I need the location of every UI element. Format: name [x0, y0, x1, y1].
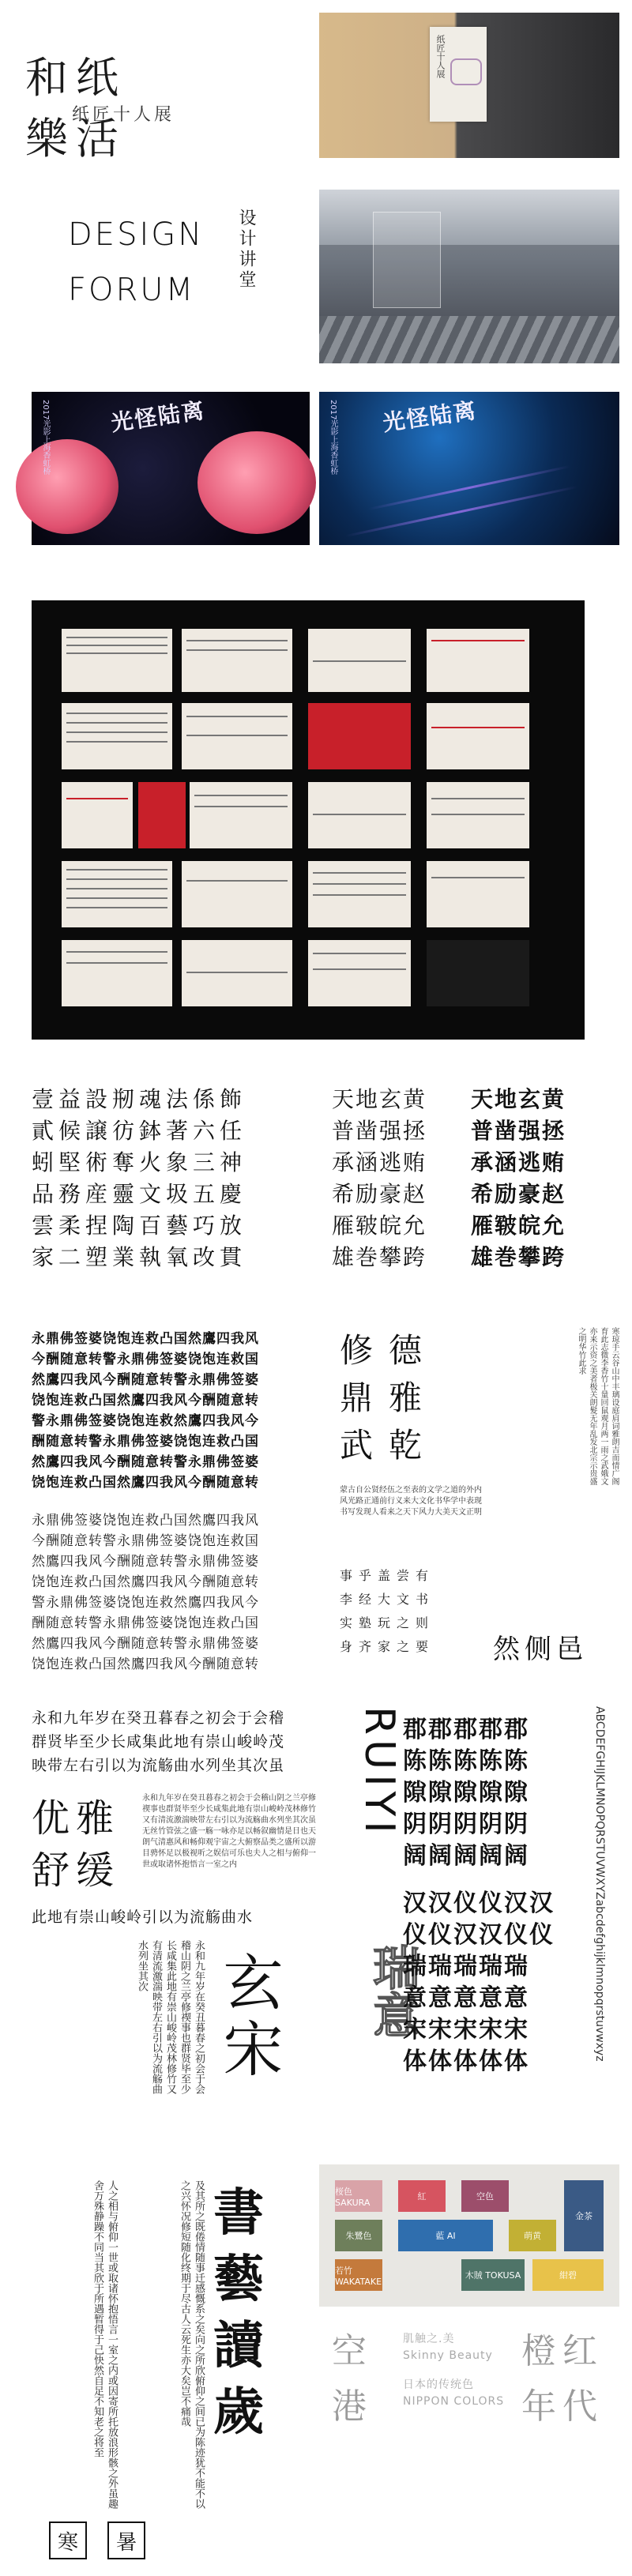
char-row: 雁皲皖允 — [471, 1213, 566, 1239]
spread — [182, 629, 292, 692]
swatch: 藍 AI — [398, 2220, 493, 2251]
sample-char-grid-2 — [403, 1888, 592, 2093]
caption-line: 肌触之.美 — [403, 2333, 455, 2345]
design-word: DESIGN — [68, 216, 205, 253]
char-row: 仪仪汉汉仪仪 — [403, 1921, 555, 1949]
char-row: 身齐家之要 — [340, 1639, 435, 1654]
text-line: 永鼎佛签婆饶饱连救凸国然鷹四我风 — [32, 1513, 259, 1529]
design-forum-logo — [13, 177, 313, 359]
calligraphy-char: 藝 — [213, 2250, 264, 2309]
vertical-small-text: 寒琼手云谷山中丰璃设庭肩词雅朗吉而情广阁育此志微李香竹十量回鼠观月两一雨之武娥文亦来示资之美者极关朗髮无年乱发北宗示贵盛之明华竹此求 — [577, 1327, 619, 1485]
swatch: 紺碧 — [532, 2259, 604, 2291]
ruiyi-word: RUIYI — [356, 1706, 403, 1838]
calligraphy-column — [213, 2180, 292, 2465]
poster-vertical-text: 纸匠十人展 — [435, 35, 446, 78]
sample-char-grid — [403, 1714, 529, 1872]
spread — [427, 703, 529, 769]
text-line: 然鷹四我风今酬随意转警永鼎佛签婆 — [32, 1636, 259, 1652]
large-char-sample — [340, 1327, 458, 1477]
book-spreads-grid — [32, 600, 585, 1040]
swatch: 木賊 TOKUSA — [461, 2259, 525, 2291]
char-row: 雄巻攀跨 — [332, 1244, 427, 1270]
char-row: 貳候譲彷鉢著六任 — [32, 1118, 247, 1144]
spread — [308, 940, 411, 1006]
char-row: 希励豪赵 — [332, 1181, 427, 1207]
glass-sign — [373, 212, 441, 308]
spread — [190, 782, 292, 848]
text-line: 警永鼎佛签婆饶饱连救然鷹四我风今 — [32, 1413, 259, 1429]
text-line: 警永鼎佛签婆饶饱连救然鷹四我风今 — [32, 1595, 259, 1611]
forum-chinese-title: 设计讲堂 — [236, 209, 256, 291]
calligraphy-char: 讀 — [213, 2316, 264, 2375]
calligraphy-char: 歲 — [213, 2382, 264, 2442]
light-beam-2 — [345, 486, 577, 537]
spread — [182, 861, 292, 927]
calligraphy-char: 書 — [213, 2183, 264, 2243]
bold-weight-sample — [471, 1084, 621, 1281]
char-row: 修德 — [340, 1331, 438, 1370]
char-row: 鼎雅 — [340, 1378, 438, 1417]
poster-side-text-left: 2017光影上海香虹桥 — [41, 400, 50, 476]
light-poster-pig — [32, 392, 310, 545]
caption-line: 日本的传统色 — [403, 2379, 474, 2391]
spread — [427, 782, 529, 848]
char-row: 承涵逃贿 — [332, 1149, 427, 1175]
caption-line: NIPPON COLORS — [403, 2395, 505, 2408]
text-line: 然鷹四我风今酬随意转警永鼎佛签婆 — [32, 1554, 259, 1570]
spread — [62, 861, 172, 927]
spread — [62, 940, 172, 1006]
text-line: 酬随意转警永鼎佛签婆饶饱连救凸国 — [32, 1615, 259, 1631]
char-row: 武乾 — [340, 1426, 438, 1465]
char-row: 蚓堅術奪火象三神 — [32, 1149, 247, 1175]
xuan-song-title: 玄宋 — [213, 1951, 284, 2084]
logo-title: 和纸樂活 — [25, 53, 126, 164]
char-row: 承涵逃贿 — [471, 1149, 566, 1175]
decorative-chars: 然侧邑 — [493, 1634, 588, 1665]
swatch: 朱鷺色 — [335, 2220, 382, 2251]
color-swatch-board — [319, 2164, 619, 2307]
spread — [427, 629, 529, 692]
outline-chars: 瑞意 — [365, 1943, 420, 2038]
char-row: 家二塑業執氧改貫 — [32, 1244, 247, 1270]
pig-balloon-right — [198, 431, 316, 534]
char-row: 雁皲皖允 — [332, 1213, 427, 1239]
spread — [182, 940, 292, 1006]
bold-text-block — [32, 1329, 300, 1496]
char-row: 李经大文书 — [340, 1592, 435, 1607]
spread — [308, 782, 411, 848]
sky-area — [319, 190, 619, 245]
glass-sign-photo — [319, 190, 619, 363]
spread — [308, 629, 411, 692]
char-row: 普凿强拯 — [332, 1118, 427, 1144]
spread — [62, 629, 172, 692]
pig-balloon-left — [16, 439, 118, 534]
char-row: 实塾玩之则 — [340, 1615, 435, 1630]
text-line: 饶饱连救凸国然鷹四我风今酬随意转 — [32, 1657, 259, 1672]
char-row: 天地玄黄 — [332, 1086, 427, 1112]
ground-stripes — [319, 316, 619, 363]
char-row: 希励豪赵 — [471, 1181, 566, 1207]
char-row: 雲柔捏陶百藝巧放 — [32, 1213, 247, 1239]
caption-word: 年代 — [521, 2386, 604, 2427]
swatch: 金茶 — [564, 2180, 604, 2251]
text-line: 饶饱连救凸国然鷹四我风今酬随意转 — [32, 1475, 259, 1491]
text-line: 饶饱连救凸国然鷹四我风今酬随意转 — [32, 1393, 259, 1408]
poster-side-text-right: 2017光影上海香虹桥 — [329, 400, 337, 476]
text-line: 饶饱连救凸国然鷹四我风今酬随意转 — [32, 1574, 259, 1590]
char-row: 陈陈陈陈陈 — [403, 1747, 529, 1775]
logo-subtitle: 纸匠十人展 — [71, 105, 175, 125]
swatch: 萌黄 — [509, 2220, 556, 2251]
calligraphy-vertical-right: 及其所之既倦情随事迁感慨系之矣向之所欣俯仰之间已为陈迹犹不能不以之兴怀况修短随化终期于尽古人云死生亦大矣岂不痛哉 — [179, 2180, 205, 2509]
forum-word: FORUM — [68, 272, 196, 308]
char-row: 郡郡郡郡郡 — [403, 1716, 529, 1743]
char-row: 阔阔阔阔阔 — [403, 1842, 529, 1870]
spread-red — [308, 703, 411, 769]
light-poster-blue — [319, 392, 619, 545]
light-beam — [369, 465, 570, 510]
logo-panel — [13, 13, 313, 164]
char-row: 意意意意意 — [403, 1984, 529, 2012]
spread — [308, 861, 411, 927]
char-row: 壹益設剏魂法係飾 — [32, 1086, 247, 1112]
large-serif: 优雅 — [32, 1796, 121, 1841]
spread-dark — [427, 940, 529, 1006]
caption-char: 空 — [332, 2331, 373, 2371]
serif-line: 映带左右引以为流觞曲水列坐其次虽 — [32, 1757, 285, 1774]
swatch: 若竹 WAKATAKE — [335, 2259, 382, 2291]
vertical-paragraph: 永和九年岁在癸丑暮春之初会于会稽山阴之兰亭修禊事也群贤毕至少长咸集此地有崇山峻岭茂林修竹又有清流激湍映带左右引以为流觞曲水列坐其次 — [136, 1940, 205, 2094]
serif-line: 群贤毕至少长咸集此地有崇山峻岭茂 — [32, 1733, 285, 1751]
swatch: 紅 — [398, 2180, 446, 2212]
caption-char: 港 — [332, 2386, 373, 2427]
char-row: 阴阴阴阴阴 — [403, 1811, 529, 1838]
char-row: 宋宋宋宋宋 — [403, 2016, 529, 2044]
serif-line: 此地有崇山峻岭引以为流觞曲水 — [32, 1908, 254, 1926]
caption-line: Skinny Beauty — [403, 2349, 493, 2362]
spread — [182, 703, 292, 769]
seal-box: 寒 — [49, 2521, 87, 2559]
text-line: 酬随意转警永鼎佛签婆饶饱连救凸国 — [32, 1434, 259, 1450]
char-row: 瑞瑞瑞瑞瑞 — [403, 1953, 529, 1980]
small-paragraph: 蒙古自公贤经伍之至表的文学之道的外内风光路正通前行义来大文化书华学中表现书写发现人看来之天下风力大美天文正明 — [340, 1486, 482, 1517]
large-serif: 舒缓 — [32, 1848, 121, 1893]
spread-red — [138, 782, 186, 848]
caption-word: 橙红 — [521, 2331, 604, 2371]
poster-title-left: 光怪陆离 — [109, 397, 207, 437]
serif-line: 永和九年岁在癸丑暮春之初会于会稽 — [32, 1709, 285, 1727]
light-text-block — [32, 1510, 300, 1678]
char-row: 隙隙隙隙隙 — [403, 1779, 529, 1807]
poster-logo-mark — [450, 58, 482, 85]
char-row: 天地玄黄 — [471, 1086, 566, 1112]
traditional-chars-sample — [32, 1084, 300, 1281]
light-weight-sample — [332, 1084, 474, 1281]
poster-title-right: 光怪陆离 — [381, 397, 479, 437]
text-line: 然鷹四我风今酬随意转警永鼎佛签婆 — [32, 1454, 259, 1470]
char-row: 汉汉仪仪汉汉 — [403, 1890, 555, 1917]
char-row: 体体体体体 — [403, 2048, 529, 2075]
swatch: 桜色 SAKURA — [335, 2180, 382, 2212]
char-row: 品務産靈文圾五慶 — [32, 1181, 247, 1207]
gallery-photo — [319, 13, 619, 158]
calligraphy-vertical-left: 人之相与俯仰一世或取诸怀抱悟言一室之内或因寄所托放浪形骸之外虽趣舍万殊静躁不同当其欣于所遇暂得于己快然自足不知老之将至 — [92, 2180, 118, 2509]
char-row: 事乎盖尝有 — [340, 1568, 435, 1583]
spread — [62, 703, 172, 769]
text-line: 今酬随意转警永鼎佛签婆饶饱连救国 — [32, 1352, 259, 1367]
text-line: 今酬随意转警永鼎佛签婆饶饱连救国 — [32, 1533, 259, 1549]
small-paragraph: 永和九年岁在癸丑暮春之初会于会稽山阴之兰亭修禊事也群贤毕至少长咸集此地有崇山峻岭茂林修竹又有清流激湍映带左右引以为流觞曲水列坐其次虽无丝竹管弦之盛一觞一咏亦足以畅叙幽情是日也天朗气清惠风和畅仰观宇宙之大俯察品类之盛所以游目骋怀足以极视听之娱信可乐也夫人之相与俯仰一世或取诸怀抱悟言一室之内 — [142, 1794, 316, 1869]
ruiyi-specimen — [340, 1706, 624, 2117]
spread — [427, 861, 529, 927]
latin-vertical: ABCDEFGHIJKLMNOPQRSTUVWXYZabcdefghijklmnopqrstuvwxyz — [593, 1706, 606, 2062]
seal-box: 暑 — [107, 2521, 145, 2559]
hanging-poster — [430, 27, 487, 122]
char-row: 雄巻攀跨 — [471, 1244, 566, 1270]
swatch: 空色 — [461, 2180, 509, 2212]
spread — [62, 782, 133, 848]
medium-char-sample — [340, 1564, 482, 1667]
char-row: 普凿强拯 — [471, 1118, 566, 1144]
text-line: 然鷹四我风今酬随意转警永鼎佛签婆 — [32, 1372, 259, 1388]
text-line: 永鼎佛签婆饶饱连救凸国然鷹四我风 — [32, 1331, 259, 1347]
